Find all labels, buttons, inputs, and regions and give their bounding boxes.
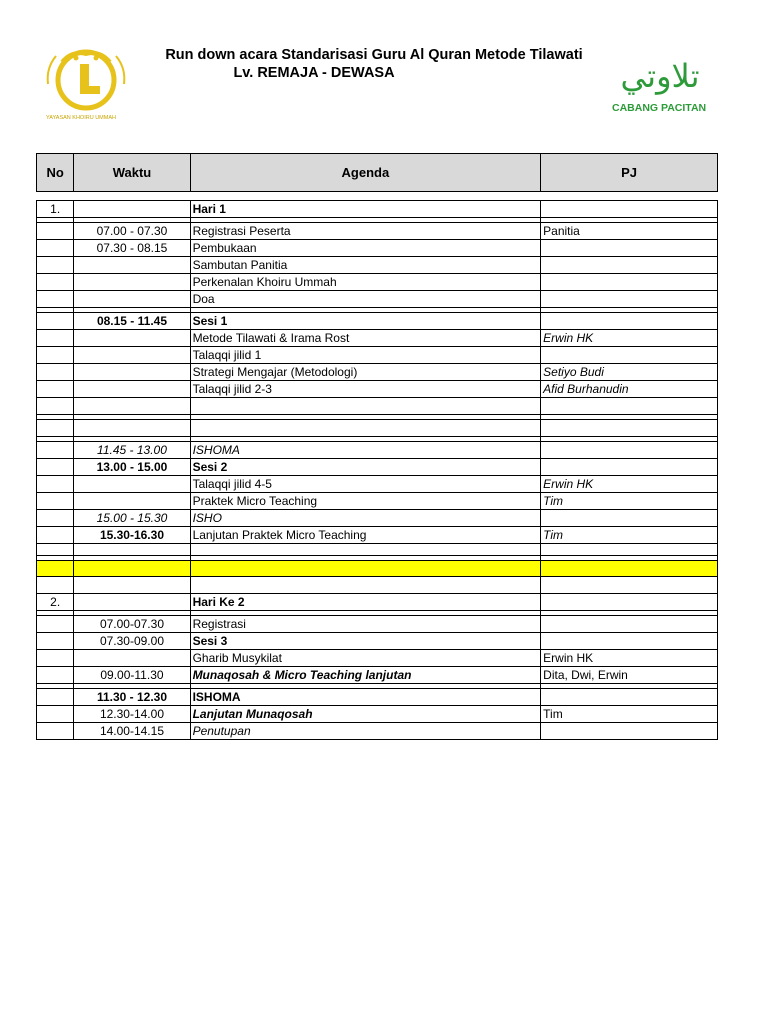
cell-no (37, 381, 74, 398)
cell-time: 07.00 - 07.30 (74, 223, 190, 240)
cell-agenda: Sesi 2 (190, 459, 541, 476)
cell-time (74, 364, 190, 381)
cell-agenda: Sambutan Panitia (190, 257, 541, 274)
cell-agenda: Talaqqi jilid 1 (190, 347, 541, 364)
cell-time (74, 330, 190, 347)
cell-time: 07.00-07.30 (74, 616, 190, 633)
cell-pj (541, 689, 718, 706)
table-row (37, 527, 718, 544)
cell-time: 15.00 - 15.30 (74, 510, 190, 527)
cell-no (37, 476, 74, 493)
cell-time (74, 594, 190, 611)
cell-agenda: Gharib Musykilat (190, 650, 541, 667)
column-header-no: No (37, 154, 74, 192)
cell-no (37, 459, 74, 476)
empty-row (37, 544, 718, 556)
cell-agenda: ISHO (190, 510, 541, 527)
table-row (37, 364, 718, 381)
cell-time: 08.15 - 11.45 (74, 313, 190, 330)
cell-no (37, 527, 74, 544)
cell-no (37, 650, 74, 667)
table-row (37, 459, 718, 476)
table-row (37, 274, 718, 291)
cell-pj: Erwin HK (541, 650, 718, 667)
table-row (37, 201, 718, 218)
cell-time (74, 274, 190, 291)
table-row (37, 594, 718, 611)
cell-pj: Erwin HK (541, 476, 718, 493)
table-row (37, 347, 718, 364)
cell-no: 1. (37, 201, 74, 218)
table-row (37, 706, 718, 723)
cell-agenda: ISHOMA (190, 442, 541, 459)
cell-no (37, 223, 74, 240)
cell-no (37, 493, 74, 510)
cell-time (74, 650, 190, 667)
table-row (37, 223, 718, 240)
cell-agenda: Strategi Mengajar (Metodologi) (190, 364, 541, 381)
cell-time: 14.00-14.15 (74, 723, 190, 740)
cell-time (74, 381, 190, 398)
cell-pj (541, 442, 718, 459)
cell-pj: Afid Burhanudin (541, 381, 718, 398)
cell-pj (541, 274, 718, 291)
cell-agenda: ISHOMA (190, 689, 541, 706)
cell-agenda: Sesi 1 (190, 313, 541, 330)
cell-no (37, 442, 74, 459)
cell-pj (541, 201, 718, 218)
cell-agenda: Talaqqi jilid 4-5 (190, 476, 541, 493)
table-row (37, 616, 718, 633)
cell-time (74, 493, 190, 510)
cell-agenda: Praktek Micro Teaching (190, 493, 541, 510)
cell-agenda: Munaqosah & Micro Teaching lanjutan (190, 667, 541, 684)
table-row (37, 381, 718, 398)
schedule-table-header (36, 153, 718, 192)
cell-pj (541, 313, 718, 330)
table-row (37, 291, 718, 308)
column-header-waktu: Waktu (74, 154, 190, 192)
tilawati-cabang-pacitan-logo (606, 58, 718, 120)
empty-row (37, 398, 718, 415)
page-subtitle: Lv. REMAJA - DEWASA (233, 65, 395, 81)
cell-time: 07.30-09.00 (74, 633, 190, 650)
cell-agenda: Penutupan (190, 723, 541, 740)
table-row (37, 493, 718, 510)
table-row (37, 240, 718, 257)
cell-agenda: Pembukaan (190, 240, 541, 257)
cell-time: 12.30-14.00 (74, 706, 190, 723)
cell-pj: Erwin HK (541, 330, 718, 347)
cell-agenda: Lanjutan Praktek Micro Teaching (190, 527, 541, 544)
cell-time: 09.00-11.30 (74, 667, 190, 684)
cell-no (37, 257, 74, 274)
tilawati-arabic-wordmark: تلاوتي (620, 57, 700, 95)
cell-agenda: Lanjutan Munaqosah (190, 706, 541, 723)
cell-no (37, 364, 74, 381)
cell-time: 15.30-16.30 (74, 527, 190, 544)
cell-pj: Dita, Dwi, Erwin (541, 667, 718, 684)
cell-no (37, 723, 74, 740)
cell-no (37, 240, 74, 257)
column-header-agenda: Agenda (190, 154, 541, 192)
cell-pj (541, 723, 718, 740)
cell-pj (541, 257, 718, 274)
empty-row (37, 420, 718, 437)
cell-pj (541, 510, 718, 527)
table-row (37, 476, 718, 493)
cell-no: 2. (37, 594, 74, 611)
left-logo-caption: YAYASAN KHOIRU UMMAH (46, 115, 116, 121)
cell-pj: Tim (541, 527, 718, 544)
cell-pj (541, 616, 718, 633)
cell-pj (541, 633, 718, 650)
cell-time: 11.30 - 12.30 (74, 689, 190, 706)
cell-pj (541, 240, 718, 257)
cell-pj (541, 291, 718, 308)
cell-pj (541, 459, 718, 476)
cell-no (37, 633, 74, 650)
cell-pj: Tim (541, 493, 718, 510)
cell-no (37, 347, 74, 364)
cell-no (37, 689, 74, 706)
cell-agenda: Doa (190, 291, 541, 308)
right-logo-caption: CABANG PACITAN (612, 102, 707, 114)
cell-agenda: Sesi 3 (190, 633, 541, 650)
cell-agenda: Hari 1 (190, 201, 541, 218)
cell-pj (541, 594, 718, 611)
table-row (37, 633, 718, 650)
schedule-table (36, 200, 718, 740)
highlight-row (37, 561, 718, 577)
cell-no (37, 291, 74, 308)
table-row (37, 667, 718, 684)
table-row (37, 330, 718, 347)
cell-no (37, 330, 74, 347)
cell-agenda: Perkenalan Khoiru Ummah (190, 274, 541, 291)
table-row (37, 257, 718, 274)
cell-pj: Tim (541, 706, 718, 723)
cell-no (37, 313, 74, 330)
cell-no (37, 510, 74, 527)
cell-no (37, 706, 74, 723)
cell-agenda: Metode Tilawati & Irama Rost (190, 330, 541, 347)
cell-time (74, 347, 190, 364)
cell-time (74, 291, 190, 308)
cell-agenda: Hari Ke 2 (190, 594, 541, 611)
cell-no (37, 616, 74, 633)
table-row (37, 313, 718, 330)
table-row (37, 650, 718, 667)
table-row (37, 689, 718, 706)
table-row (37, 510, 718, 527)
page-title: Run down acara Standarisasi Guru Al Quran Metode Tilawati (165, 47, 583, 63)
cell-agenda: Registrasi (190, 616, 541, 633)
cell-time (74, 476, 190, 493)
cell-no (37, 274, 74, 291)
cell-time: 11.45 - 13.00 (74, 442, 190, 459)
cell-time: 13.00 - 15.00 (74, 459, 190, 476)
cell-agenda: Talaqqi jilid 2-3 (190, 381, 541, 398)
cell-agenda: Registrasi Peserta (190, 223, 541, 240)
cell-pj: Panitia (541, 223, 718, 240)
cell-time: 07.30 - 08.15 (74, 240, 190, 257)
table-row (37, 442, 718, 459)
cell-time (74, 201, 190, 218)
cell-time (74, 257, 190, 274)
cell-no (37, 667, 74, 684)
column-header-pj: PJ (541, 154, 718, 192)
cell-pj (541, 347, 718, 364)
cell-pj: Setiyo Budi (541, 364, 718, 381)
empty-row (37, 577, 718, 594)
table-row (37, 723, 718, 740)
